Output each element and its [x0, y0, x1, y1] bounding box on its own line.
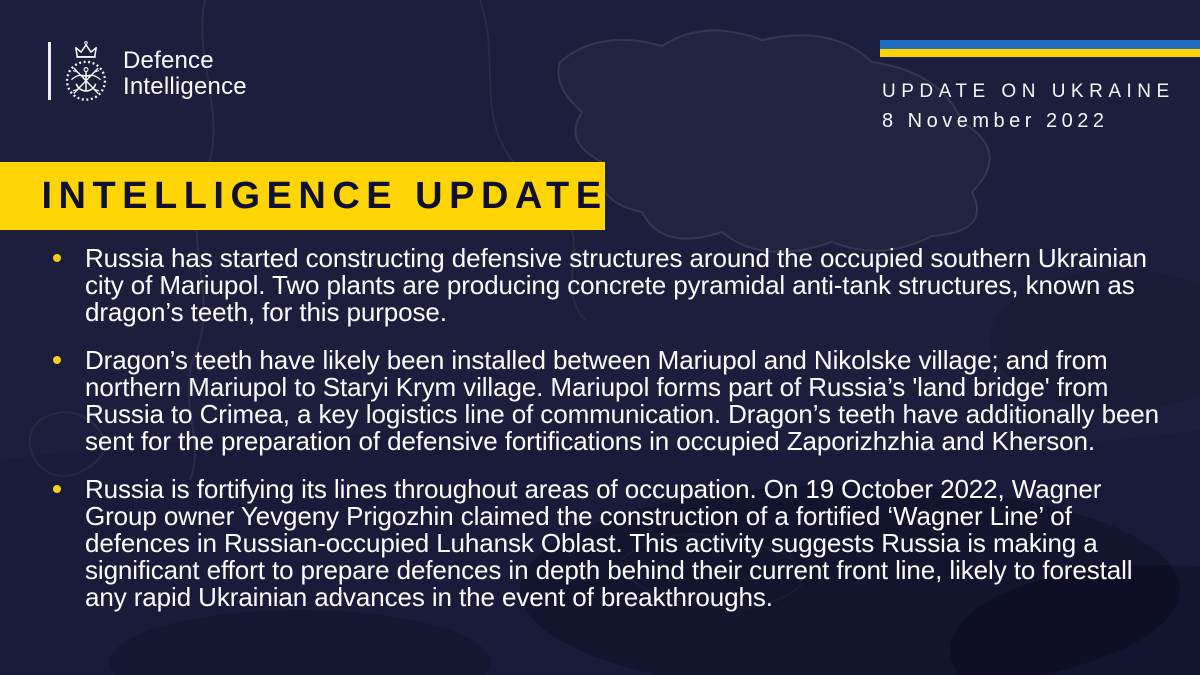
bullet-text: Dragon’s teeth have likely been installed between Mariupol and Nikolske village; and from northern Mariupol to Staryi Krym village. Mariupol forms part of Russia’s 'land bridge' from Russia to Crimea, a key logistics line of communication. Dragon’s teeth have additionally been sent for the preparation of defensive fortifications in occupied Zaporizhzhia and Kherson. [85, 345, 1160, 456]
intelligence-update-banner [0, 162, 608, 230]
bullet-icon [53, 356, 61, 364]
update-header [882, 81, 1175, 133]
update-label: UPDATE ON UKRAINE [882, 81, 1175, 102]
list-item [52, 476, 1164, 611]
mod-crest-icon [60, 39, 112, 105]
banner-title: INTELLIGENCE UPDATE [41, 174, 608, 217]
defence-intelligence-logo [48, 39, 247, 105]
bullet-text: Russia is fortifying its lines throughout areas of occupation. On 19 October 2022, Wagner Group owner Yevgeny Prigozhin claimed the construction of a fortified ‘Wagner Line’ of defences in Russian-occupied Luhansk Oblast. This activity suggests Russia is making a significant effort to prepare defences in depth behind their current front line, likely to forestall any rapid Ukrainian advances in the event of breakthroughs. [85, 474, 1133, 612]
intelligence-bullet-list [52, 245, 1164, 632]
bullet-icon [53, 254, 61, 262]
brand-name [123, 48, 247, 100]
update-date: 8 November 2022 [882, 110, 1109, 132]
brand-name-line1: Defence [123, 47, 214, 74]
bullet-text: Russia has started constructing defensive structures around the occupied southern Ukrainian city of Mariupol. Two plants are producing concrete pyramidal anti-tank structures, known as dragon’s teeth, for this purpose. [85, 243, 1147, 327]
list-item [52, 347, 1164, 455]
logo-divider-bar [48, 42, 51, 100]
flag-yellow-band [880, 49, 1200, 58]
list-item [52, 245, 1164, 326]
flag-blue-band [880, 40, 1200, 49]
ukraine-flag-stripe [880, 40, 1200, 57]
brand-name-line2: Intelligence [123, 73, 247, 100]
bullet-icon [53, 485, 61, 493]
